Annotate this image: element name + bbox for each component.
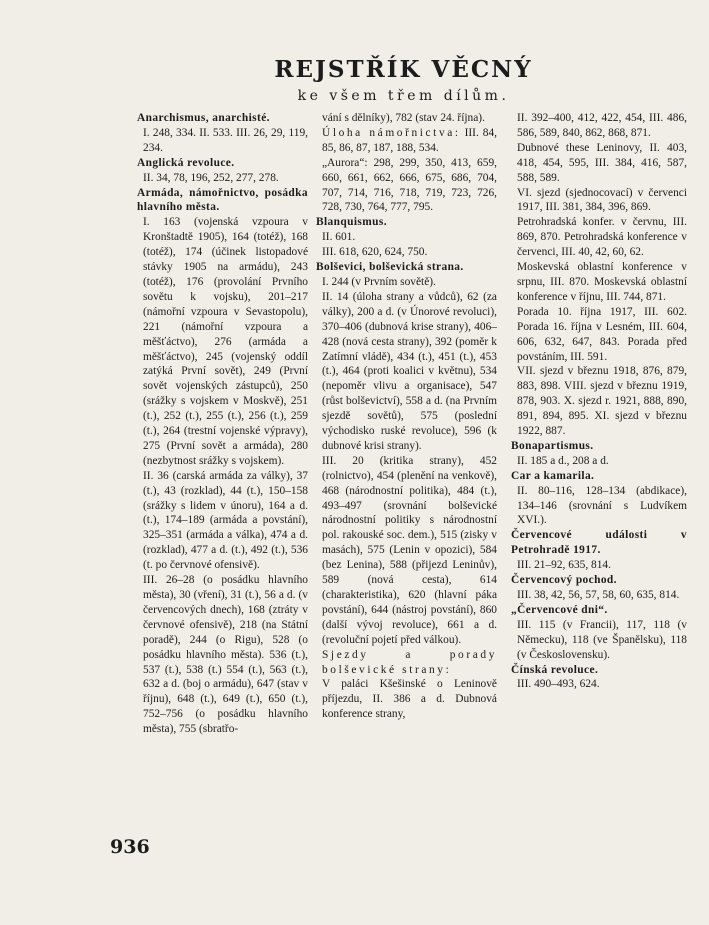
index-subheading-pages: III. 84, 85, 86, 87, 187, 188, 534.: [322, 126, 497, 154]
index-heading: Blanquismus.: [316, 216, 387, 229]
index-entry-text: Petrohradská konfer. v červnu, III. 869, 870. Petrohradská konference v červenci, III. 40, 42, 60, 62.: [517, 216, 687, 259]
index-entry-text: II. 34, 78, 196, 252, 277, 278.: [143, 171, 279, 184]
index-column-3: [511, 111, 687, 692]
index-subheading-label: Sjezdy a porady bolševické strany:: [322, 648, 497, 676]
index-entry-text: II. 185 a d., 208 a d.: [517, 454, 609, 467]
index-subheading-label: Úloha námořnictva:: [322, 126, 461, 139]
index-entry-text: III. 618, 620, 624, 750.: [322, 246, 428, 259]
page-title: REJSTŘÍK VĚCNÝ: [274, 56, 533, 83]
index-heading: Červencové události v Petrohradě 1917.: [511, 529, 687, 557]
index-heading: Bonapartismus.: [511, 439, 594, 452]
index-entry-text: Moskevská oblastní konference v srpnu, III. 870. Moskevská oblastní konference v říjnu, III. 744, 871.: [517, 261, 687, 303]
index-entry-text: Porada 10. října 1917, III. 602. Porada 16. října v Lesném, III. 604, 606, 632, 647, 843. Porada před povstáním, III. 591.: [517, 305, 687, 363]
index-entry-text: III. 20 (kritika strany), 452 (rolnictvo), 454 (plenění na venkově), 468 (národnostní politika), 484 (t.), 493–497 (srovnání bolševické národnostní politiky s národnostní pol. rakouské soc. dem.), 515 (zisky v masách), 575 (Lenin v opozici), 584 (bez Lenina), 588 (přijezd Leninův), 589 (nová cesta), 614 (charakteristika), 620 (hlavní páka povstání), 644 (nástroj povstání), 860 (další vývoj revoluce), 661 a d. (revoluční pojetí před válkou).: [322, 454, 497, 646]
page-subtitle: ke všem třem dílům.: [297, 88, 510, 104]
index-heading: Čínská revoluce.: [511, 663, 599, 676]
index-entry-text: I. 248, 334. II. 533. III. 26, 29, 119, 234.: [143, 126, 308, 154]
index-heading: Armáda, námořnictvo, posádka hlavního města.: [137, 186, 308, 214]
index-entry-text: II. 80–116, 128–134 (abdikace), 134–146 (srovnání s Ludvíkem XVI.).: [517, 484, 687, 527]
index-entry-text: II. 392–400, 412, 422, 454, III. 486, 586, 589, 840, 862, 868, 871.: [517, 112, 687, 139]
index-entry-text: I. 244 (v Prvním sovětě).: [322, 275, 436, 288]
index-entry-text: vání s dělníky), 782 (stav 24. října).: [322, 112, 485, 124]
index-heading: Bolševici, bolševická strana.: [316, 261, 464, 274]
index-column-1: [137, 111, 308, 737]
index-entry-text: I. 163 (vojenská vzpoura v Kronštadtě 1905), 164 (totéž), 168 (totéž), 174 (účinek listopadové stávky 1905 na armádu), 243 (totéž), 176 (provolání Prvního sovětu k vojsku), 201–217 (námořní vzpoura v Sevastopolu), 221 (námořní vzpoura a měšťáctvo), 276 (armáda a měšťáctvo), 245 (vojenský oddíl zatýká První sovět), 249 (První sovět vojenských zástupců), 250 (srážky s vojskem v Moskvě), 251 (t.), 252 (t.), 255 (t.), 256 (t.), 259 (t.), 264 (trestní vojenské výpravy), 275 (První sovět a armáda), 280 (nezbytnost srážky s vojskem).: [143, 216, 308, 467]
index-column-2: [316, 111, 497, 722]
index-entry-text: II. 36 (carská armáda za války), 37 (t.), 43 (rozklad), 44 (t.), 150–158 (srážky s lidem v únoru), 164 a d. (t.), 174–189 (armáda a povstání), 325–351 (armáda a válka), 474 a d. (rozklad), 477 a d. (t.), 492 (t.), 536 (t. po červnové ofensivě).: [143, 469, 308, 572]
index-entry-text: II. 601.: [322, 231, 356, 244]
index-subheading: [316, 126, 497, 156]
page-number: 936: [110, 836, 150, 858]
index-entry-text: III. 38, 42, 56, 57, 58, 60, 635, 814.: [517, 589, 680, 601]
index-heading: Car a kamarila.: [511, 469, 595, 482]
index-heading: „Červencové dni“.: [511, 603, 608, 616]
index-heading: Červencový pochod.: [511, 574, 617, 587]
index-entry-text: V paláci Kšešinské o Leninově příjezdu, II. 386 a d. Dubnová konference strany,: [322, 678, 497, 721]
index-entry-text: VII. sjezd v březnu 1918, 876, 879, 883, 898. VIII. sjezd v březnu 1919, 878, 903. X. sjezd r. 1921, 888, 890, 891, 894, 895. XI. sjezd v březnu 1922, 887.: [517, 365, 687, 438]
index-entry-text: III. 490–493, 624.: [517, 678, 600, 691]
index-entry-text: VI. sjezd (sjednocovací) v červenci 1917, III. 381, 384, 396, 869.: [517, 186, 687, 214]
index-entry-text: III. 115 (v Francii), 117, 118 (v Německu), 118 (ve Španělsku), 118 (v Československu).: [517, 618, 687, 661]
index-entry-text: III. 26–28 (o posádku hlavního města), 30 (vření), 31 (t.), 56 a d. (v červencových dnech), 168 (ztráty v červnové ofensivě), 218 (na Státní poradě), 244 (o Rigu), 528 (o posádku hlavního města). 536 (t.), 537 (t.), 538 (t.) 554 (t.), 563 (t.), 632 a d. (boj o armádu), 647 (stav v říjnu), 648 (t.), 649 (t.), 650 (t.), 752–756 (o posádku hlavního města), 755 (sbratřo-: [143, 574, 308, 736]
index-heading: Anarchismus, anarchisté.: [137, 112, 270, 124]
index-heading: Anglická revoluce.: [137, 156, 235, 169]
index-entry-text: Dubnové these Leninovy, II. 403, 418, 454, 595, III. 384, 416, 587, 588, 589.: [517, 141, 687, 184]
index-entry-text: II. 14 (úloha strany a vůdců), 62 (za války), 200 a d. (v Únorové revoluci), 370–406 (dubnová krise strany), 406–428 (nová cesta strany), 392 (poměr k Zatímní vládě), 434 (t.), 451 (t.), 453 (t.), 464 (proti koalici v květnu), 534 (nepoměr vlivu a organisace), 547 (růst bolševictví), 558 a d. (na Prvním sjezdě sovětů), 575 (poslední východisko ruské revoluce), 596 (k dubnové krisi strany).: [322, 290, 497, 452]
index-entry-text: „Aurora“: 298, 299, 350, 413, 659, 660, 661, 662, 666, 675, 686, 704, 707, 714, 716, 718, 719, 723, 726, 728, 730, 764, 777, 795.: [322, 156, 497, 214]
index-entry-text: III. 21–92, 635, 814.: [517, 559, 611, 572]
index-subheading: [316, 648, 497, 678]
